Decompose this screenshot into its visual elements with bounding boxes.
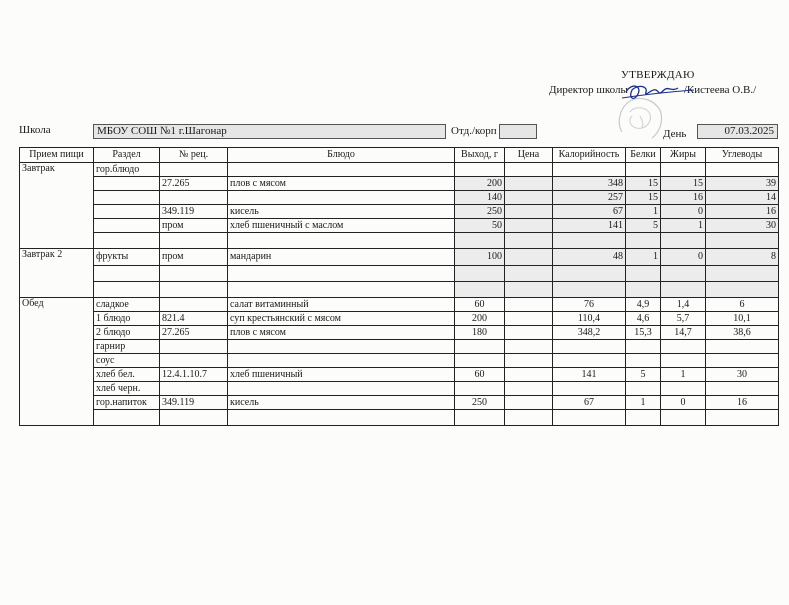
dept-field[interactable] — [499, 124, 537, 139]
kcal-cell: 67 — [553, 396, 626, 410]
table-row — [20, 266, 779, 282]
dish-cell: плов с мясом — [228, 326, 455, 340]
yield-cell: 60 — [455, 298, 505, 312]
table-row — [20, 396, 779, 410]
section-cell: сладкое — [94, 298, 160, 312]
school-field[interactable]: МБОУ СОШ №1 г.Шагонар — [93, 124, 446, 139]
carbs-cell: 8 — [706, 249, 779, 266]
yield-cell: 100 — [455, 249, 505, 266]
table-row — [20, 340, 779, 354]
section-cell: гор.напиток — [94, 396, 160, 410]
recipe-cell: 27.265 — [160, 326, 228, 340]
dish-cell: кисель — [228, 396, 455, 410]
fat-cell: 1 — [661, 368, 706, 382]
col-kcal: Калорийность — [553, 148, 626, 163]
yield-cell: 60 — [455, 368, 505, 382]
protein-cell: 4,9 — [626, 298, 661, 312]
recipe-cell: пром — [160, 249, 228, 266]
fat-cell: 1 — [661, 219, 706, 233]
recipe-cell — [160, 298, 228, 312]
yield-cell: 250 — [455, 396, 505, 410]
meal-lunch: Обед — [20, 298, 94, 426]
carbs-cell: 39 — [706, 177, 779, 191]
dish-cell: кисель — [228, 205, 455, 219]
dish-cell: салат витаминный — [228, 298, 455, 312]
col-section: Раздел — [94, 148, 160, 163]
yield-cell: 140 — [455, 191, 505, 205]
protein-cell: 5 — [626, 368, 661, 382]
kcal-cell: 141 — [553, 219, 626, 233]
col-carbs: Углеводы — [706, 148, 779, 163]
col-price: Цена — [505, 148, 553, 163]
protein-cell: 1 — [626, 249, 661, 266]
carbs-cell: 16 — [706, 205, 779, 219]
carbs-cell: 14 — [706, 191, 779, 205]
table-row — [20, 205, 779, 219]
table-row — [20, 326, 779, 340]
kcal-cell: 348,2 — [553, 326, 626, 340]
recipe-cell: 349.119 — [160, 396, 228, 410]
table-row — [20, 191, 779, 205]
kcal-cell: 110,4 — [553, 312, 626, 326]
dish-cell: хлеб пшеничный с маслом — [228, 219, 455, 233]
col-dish: Блюдо — [228, 148, 455, 163]
section-cell: хлеб бел. — [94, 368, 160, 382]
protein-cell: 1 — [626, 205, 661, 219]
section-cell: фрукты — [94, 249, 160, 266]
recipe-cell: 27.265 — [160, 177, 228, 191]
approval-title: УТВЕРЖДАЮ — [621, 69, 695, 81]
yield-cell: 200 — [455, 312, 505, 326]
carbs-cell: 6 — [706, 298, 779, 312]
col-meal: Прием пищи — [20, 148, 94, 163]
dish-cell — [228, 191, 455, 205]
table-row — [20, 233, 779, 249]
day-field[interactable]: 07.03.2025 — [697, 124, 778, 139]
fat-cell: 15 — [661, 177, 706, 191]
fat-cell: 1,4 — [661, 298, 706, 312]
dish-cell: плов с мясом — [228, 177, 455, 191]
yield-cell: 250 — [455, 205, 505, 219]
table-row — [20, 249, 779, 266]
approval-name: /Кистеева О.В./ — [683, 84, 757, 96]
table-row — [20, 354, 779, 368]
protein-cell: 1 — [626, 396, 661, 410]
fat-cell: 0 — [661, 205, 706, 219]
kcal-cell: 48 — [553, 249, 626, 266]
fat-cell: 16 — [661, 191, 706, 205]
recipe-cell: 821.4 — [160, 312, 228, 326]
kcal-cell: 76 — [553, 298, 626, 312]
protein-cell: 15 — [626, 177, 661, 191]
meal-breakfast: Завтрак — [20, 163, 94, 249]
table-header — [20, 148, 779, 163]
col-fat: Жиры — [661, 148, 706, 163]
kcal-cell: 67 — [553, 205, 626, 219]
section-cell: 1 блюдо — [94, 312, 160, 326]
carbs-cell: 16 — [706, 396, 779, 410]
yield-cell: 50 — [455, 219, 505, 233]
carbs-cell: 10,1 — [706, 312, 779, 326]
recipe-cell: пром — [160, 219, 228, 233]
stamp-icon — [612, 92, 670, 144]
recipe-cell: 12.4.1.10.7 — [160, 368, 228, 382]
fat-cell: 14,7 — [661, 326, 706, 340]
yield-cell: 180 — [455, 326, 505, 340]
school-label: Школа — [19, 124, 51, 136]
dish-cell: суп крестьянский с мясом — [228, 312, 455, 326]
table-row — [20, 382, 779, 396]
carbs-cell: 30 — [706, 219, 779, 233]
section-cell: хлеб черн. — [94, 382, 160, 396]
kcal-cell: 257 — [553, 191, 626, 205]
meal-breakfast2: Завтрак 2 — [20, 249, 94, 298]
col-yield: Выход, г — [455, 148, 505, 163]
table-row — [20, 312, 779, 326]
table-row — [20, 177, 779, 191]
yield-cell: 200 — [455, 177, 505, 191]
dept-label: Отд./корп — [451, 125, 497, 137]
protein-cell: 15,3 — [626, 326, 661, 340]
kcal-cell: 141 — [553, 368, 626, 382]
col-recipe: № рец. — [160, 148, 228, 163]
kcal-cell: 348 — [553, 177, 626, 191]
carbs-cell: 30 — [706, 368, 779, 382]
table-row — [20, 410, 779, 426]
col-protein: Белки — [626, 148, 661, 163]
day-label: День — [663, 128, 687, 140]
fat-cell: 0 — [661, 249, 706, 266]
table-row — [20, 219, 779, 233]
dish-cell: мандарин — [228, 249, 455, 266]
protein-cell: 15 — [626, 191, 661, 205]
protein-cell: 4,6 — [626, 312, 661, 326]
approval-position: Директор школы — [549, 84, 628, 96]
menu-table — [19, 147, 779, 426]
section-cell: гарнир — [94, 340, 160, 354]
fat-cell: 0 — [661, 396, 706, 410]
table-row — [20, 163, 779, 177]
fat-cell: 5,7 — [661, 312, 706, 326]
recipe-cell — [160, 191, 228, 205]
protein-cell: 5 — [626, 219, 661, 233]
section-cell: соус — [94, 354, 160, 368]
recipe-cell: 349.119 — [160, 205, 228, 219]
section-cell: 2 блюдо — [94, 326, 160, 340]
table-row — [20, 298, 779, 312]
section-cell: гор.блюдо — [94, 163, 160, 177]
table-row — [20, 282, 779, 298]
carbs-cell: 38,6 — [706, 326, 779, 340]
dish-cell: хлеб пшеничный — [228, 368, 455, 382]
table-row — [20, 368, 779, 382]
